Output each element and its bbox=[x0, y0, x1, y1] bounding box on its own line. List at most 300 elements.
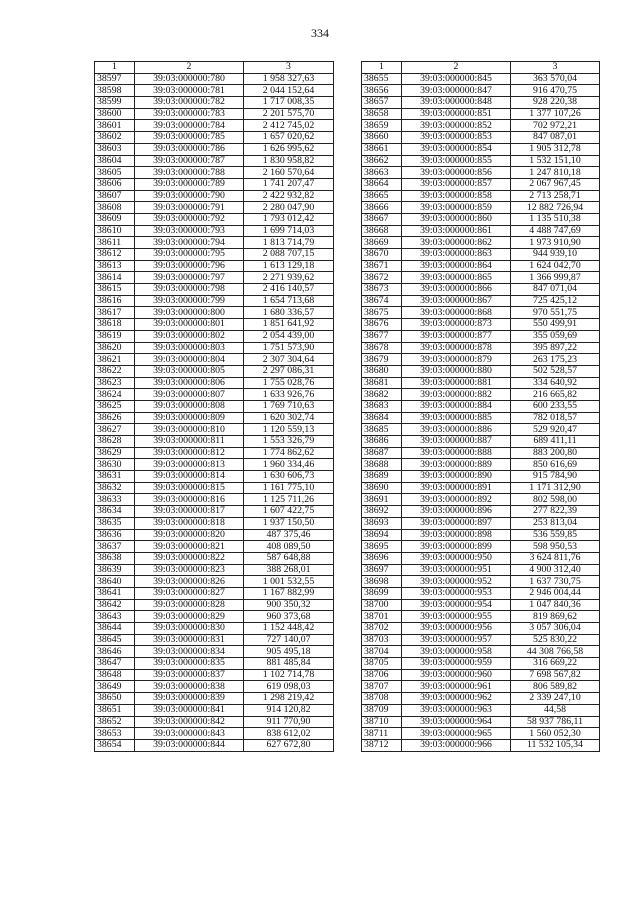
cadastral-number-cell: 39:03:000000:835 bbox=[135, 658, 244, 670]
row-number-cell: 38682 bbox=[362, 389, 402, 401]
row-number-cell: 38712 bbox=[362, 739, 402, 751]
cadastral-number-cell: 39:03:000000:831 bbox=[135, 634, 244, 646]
table-row bbox=[95, 552, 334, 564]
cadastral-number-cell: 39:03:000000:834 bbox=[135, 646, 244, 658]
value-cell: 334 640,92 bbox=[511, 377, 600, 389]
row-number-cell: 38653 bbox=[95, 728, 135, 740]
table-row bbox=[95, 155, 334, 167]
table-row bbox=[95, 459, 334, 471]
value-cell: 355 059,69 bbox=[511, 330, 600, 342]
row-number-cell: 38651 bbox=[95, 704, 135, 716]
cadastral-number-cell: 39:03:000000:886 bbox=[402, 424, 511, 436]
table-row bbox=[95, 471, 334, 483]
table-row bbox=[362, 506, 600, 518]
cadastral-number-cell: 39:03:000000:810 bbox=[135, 424, 244, 436]
value-cell: 1 247 810,18 bbox=[511, 167, 600, 179]
value-cell: 263 175,23 bbox=[511, 354, 600, 366]
cadastral-number-cell: 39:03:000000:889 bbox=[402, 459, 511, 471]
row-number-cell: 38650 bbox=[95, 693, 135, 705]
value-cell: 2 412 745,02 bbox=[244, 120, 334, 132]
value-cell: 960 373,68 bbox=[244, 611, 334, 623]
value-cell: 2 307 304,64 bbox=[244, 354, 334, 366]
value-cell: 12 882 726,94 bbox=[511, 202, 600, 214]
row-number-cell: 38699 bbox=[362, 587, 402, 599]
row-number-cell: 38645 bbox=[95, 634, 135, 646]
table-row bbox=[362, 190, 600, 202]
value-cell: 1 607 422,75 bbox=[244, 506, 334, 518]
cadastral-number-cell: 39:03:000000:861 bbox=[402, 225, 511, 237]
row-number-cell: 38607 bbox=[95, 190, 135, 202]
cadastral-number-cell: 39:03:000000:799 bbox=[135, 295, 244, 307]
row-number-cell: 38600 bbox=[95, 108, 135, 120]
cadastral-number-cell: 39:03:000000:848 bbox=[402, 97, 511, 109]
value-cell: 1 001 532,55 bbox=[244, 576, 334, 588]
table-row bbox=[95, 517, 334, 529]
value-cell: 4 488 747,69 bbox=[511, 225, 600, 237]
row-number-cell: 38679 bbox=[362, 354, 402, 366]
row-number-cell: 38616 bbox=[95, 295, 135, 307]
table-row bbox=[362, 319, 600, 331]
table-row bbox=[362, 623, 600, 635]
value-cell: 216 665,82 bbox=[511, 389, 600, 401]
row-number-cell: 38635 bbox=[95, 517, 135, 529]
value-cell: 1 769 710,63 bbox=[244, 400, 334, 412]
table-row bbox=[362, 143, 600, 155]
value-cell: 1 553 326,79 bbox=[244, 436, 334, 448]
value-cell: 1 755 028,76 bbox=[244, 377, 334, 389]
cadastral-number-cell: 39:03:000000:891 bbox=[402, 482, 511, 494]
table-row bbox=[362, 73, 600, 85]
row-number-cell: 38614 bbox=[95, 272, 135, 284]
row-number-cell: 38620 bbox=[95, 342, 135, 354]
table-row bbox=[95, 377, 334, 389]
value-cell: 2 339 247,10 bbox=[511, 693, 600, 705]
value-cell: 44 308 766,58 bbox=[511, 646, 600, 658]
cadastral-number-cell: 39:03:000000:820 bbox=[135, 529, 244, 541]
value-cell: 914 120,82 bbox=[244, 704, 334, 716]
cadastral-number-cell: 39:03:000000:780 bbox=[135, 73, 244, 85]
table-row bbox=[95, 658, 334, 670]
table-row bbox=[362, 529, 600, 541]
table-row bbox=[362, 658, 600, 670]
row-number-cell: 38666 bbox=[362, 202, 402, 214]
row-number-cell: 38664 bbox=[362, 178, 402, 190]
row-number-cell: 38608 bbox=[95, 202, 135, 214]
cadastral-number-cell: 39:03:000000:851 bbox=[402, 108, 511, 120]
value-cell: 408 089,50 bbox=[244, 541, 334, 553]
cadastral-number-cell: 39:03:000000:805 bbox=[135, 365, 244, 377]
row-number-cell: 38701 bbox=[362, 611, 402, 623]
row-number-cell: 38694 bbox=[362, 529, 402, 541]
table-row bbox=[362, 412, 600, 424]
cadastral-number-cell: 39:03:000000:863 bbox=[402, 249, 511, 261]
table-row bbox=[95, 108, 334, 120]
table-row bbox=[362, 249, 600, 261]
cadastral-number-cell: 39:03:000000:783 bbox=[135, 108, 244, 120]
row-number-cell: 38603 bbox=[95, 143, 135, 155]
table-row bbox=[95, 681, 334, 693]
value-cell: 727 140,07 bbox=[244, 634, 334, 646]
cadastral-number-cell: 39:03:000000:966 bbox=[402, 739, 511, 751]
cadastral-number-cell: 39:03:000000:882 bbox=[402, 389, 511, 401]
table-row bbox=[95, 307, 334, 319]
table-row bbox=[95, 354, 334, 366]
cadastral-number-cell: 39:03:000000:795 bbox=[135, 249, 244, 261]
table-row bbox=[362, 728, 600, 740]
row-number-cell: 38627 bbox=[95, 424, 135, 436]
table-row bbox=[95, 611, 334, 623]
table-row bbox=[362, 155, 600, 167]
cadastral-number-cell: 39:03:000000:877 bbox=[402, 330, 511, 342]
value-cell: 1 637 730,75 bbox=[511, 576, 600, 588]
table-row bbox=[95, 400, 334, 412]
cadastral-number-cell: 39:03:000000:956 bbox=[402, 623, 511, 635]
table-row bbox=[362, 646, 600, 658]
cadastral-number-cell: 39:03:000000:897 bbox=[402, 517, 511, 529]
row-number-cell: 38636 bbox=[95, 529, 135, 541]
value-cell: 363 570,04 bbox=[511, 73, 600, 85]
table-row bbox=[95, 506, 334, 518]
row-number-cell: 38659 bbox=[362, 120, 402, 132]
row-number-cell: 38661 bbox=[362, 143, 402, 155]
row-number-cell: 38707 bbox=[362, 681, 402, 693]
row-number-cell: 38667 bbox=[362, 213, 402, 225]
cadastral-number-cell: 39:03:000000:838 bbox=[135, 681, 244, 693]
table-row bbox=[362, 389, 600, 401]
table-row bbox=[95, 529, 334, 541]
cadastral-number-cell: 39:03:000000:868 bbox=[402, 307, 511, 319]
cadastral-number-cell: 39:03:000000:826 bbox=[135, 576, 244, 588]
cadastral-number-cell: 39:03:000000:813 bbox=[135, 459, 244, 471]
table-header-row bbox=[362, 62, 600, 74]
cadastral-number-cell: 39:03:000000:958 bbox=[402, 646, 511, 658]
table-row bbox=[362, 681, 600, 693]
cadastral-number-cell: 39:03:000000:807 bbox=[135, 389, 244, 401]
row-number-cell: 38684 bbox=[362, 412, 402, 424]
value-cell: 627 672,80 bbox=[244, 739, 334, 751]
value-cell: 1 793 012,42 bbox=[244, 213, 334, 225]
row-number-cell: 38638 bbox=[95, 552, 135, 564]
table-row bbox=[362, 260, 600, 272]
value-cell: 550 499,91 bbox=[511, 319, 600, 331]
cadastral-number-cell: 39:03:000000:892 bbox=[402, 494, 511, 506]
cadastral-number-cell: 39:03:000000:800 bbox=[135, 307, 244, 319]
value-cell: 4 900 312,40 bbox=[511, 564, 600, 576]
cadastral-number-cell: 39:03:000000:954 bbox=[402, 599, 511, 611]
row-number-cell: 38673 bbox=[362, 284, 402, 296]
row-number-cell: 38691 bbox=[362, 494, 402, 506]
value-cell: 850 616,69 bbox=[511, 459, 600, 471]
value-cell: 2 280 047,90 bbox=[244, 202, 334, 214]
row-number-cell: 38626 bbox=[95, 412, 135, 424]
table-row bbox=[95, 178, 334, 190]
row-number-cell: 38660 bbox=[362, 132, 402, 144]
value-cell: 689 411,11 bbox=[511, 436, 600, 448]
table-row bbox=[95, 260, 334, 272]
value-cell: 847 071,04 bbox=[511, 284, 600, 296]
row-number-cell: 38618 bbox=[95, 319, 135, 331]
cadastral-number-cell: 39:03:000000:798 bbox=[135, 284, 244, 296]
value-cell: 2 067 967,45 bbox=[511, 178, 600, 190]
cadastral-number-cell: 39:03:000000:823 bbox=[135, 564, 244, 576]
cadastral-number-cell: 39:03:000000:960 bbox=[402, 669, 511, 681]
value-cell: 1 960 334,46 bbox=[244, 459, 334, 471]
value-cell: 916 470,75 bbox=[511, 85, 600, 97]
cadastral-number-cell: 39:03:000000:829 bbox=[135, 611, 244, 623]
row-number-cell: 38687 bbox=[362, 447, 402, 459]
row-number-cell: 38610 bbox=[95, 225, 135, 237]
row-number-cell: 38601 bbox=[95, 120, 135, 132]
row-number-cell: 38628 bbox=[95, 436, 135, 448]
row-number-cell: 38598 bbox=[95, 85, 135, 97]
cadastral-number-cell: 39:03:000000:792 bbox=[135, 213, 244, 225]
cadastral-number-cell: 39:03:000000:957 bbox=[402, 634, 511, 646]
row-number-cell: 38662 bbox=[362, 155, 402, 167]
table-row bbox=[362, 424, 600, 436]
row-number-cell: 38668 bbox=[362, 225, 402, 237]
row-number-cell: 38710 bbox=[362, 716, 402, 728]
value-cell: 1 152 448,42 bbox=[244, 623, 334, 635]
value-cell: 3 624 811,76 bbox=[511, 552, 600, 564]
cadastral-number-cell: 39:03:000000:855 bbox=[402, 155, 511, 167]
table-row bbox=[362, 494, 600, 506]
table-row bbox=[362, 85, 600, 97]
value-cell: 1 613 129,18 bbox=[244, 260, 334, 272]
row-number-cell: 38665 bbox=[362, 190, 402, 202]
table-row bbox=[362, 295, 600, 307]
cadastral-number-cell: 39:03:000000:821 bbox=[135, 541, 244, 553]
cadastral-number-cell: 39:03:000000:789 bbox=[135, 178, 244, 190]
table-row bbox=[362, 436, 600, 448]
table-row bbox=[362, 377, 600, 389]
table-row bbox=[362, 634, 600, 646]
row-number-cell: 38615 bbox=[95, 284, 135, 296]
table-row bbox=[362, 716, 600, 728]
row-number-cell: 38704 bbox=[362, 646, 402, 658]
value-cell: 1 626 995,62 bbox=[244, 143, 334, 155]
table-row bbox=[362, 132, 600, 144]
row-number-cell: 38686 bbox=[362, 436, 402, 448]
row-number-cell: 38630 bbox=[95, 459, 135, 471]
row-number-cell: 38604 bbox=[95, 155, 135, 167]
table-row bbox=[362, 237, 600, 249]
cadastral-number-cell: 39:03:000000:899 bbox=[402, 541, 511, 553]
table-row bbox=[95, 120, 334, 132]
value-cell: 881 485,84 bbox=[244, 658, 334, 670]
cadastral-number-cell: 39:03:000000:953 bbox=[402, 587, 511, 599]
table-row bbox=[362, 213, 600, 225]
table-row bbox=[95, 739, 334, 751]
row-number-cell: 38631 bbox=[95, 471, 135, 483]
value-cell: 2 713 258,71 bbox=[511, 190, 600, 202]
row-number-cell: 38663 bbox=[362, 167, 402, 179]
table-row bbox=[362, 330, 600, 342]
table-row bbox=[95, 587, 334, 599]
table-row bbox=[95, 389, 334, 401]
table-row bbox=[362, 564, 600, 576]
row-number-cell: 38646 bbox=[95, 646, 135, 658]
table-row bbox=[95, 167, 334, 179]
value-cell: 1 377 107,26 bbox=[511, 108, 600, 120]
table-row bbox=[95, 143, 334, 155]
value-cell: 1 047 840,36 bbox=[511, 599, 600, 611]
value-cell: 2 297 086,31 bbox=[244, 365, 334, 377]
value-cell: 2 422 932,82 bbox=[244, 190, 334, 202]
cadastral-number-cell: 39:03:000000:854 bbox=[402, 143, 511, 155]
value-cell: 911 770,90 bbox=[244, 716, 334, 728]
cadastral-number-cell: 39:03:000000:884 bbox=[402, 400, 511, 412]
cadastral-number-cell: 39:03:000000:822 bbox=[135, 552, 244, 564]
table-row bbox=[95, 623, 334, 635]
table-row bbox=[362, 354, 600, 366]
table-row bbox=[95, 202, 334, 214]
table-row bbox=[362, 400, 600, 412]
cadastral-number-cell: 39:03:000000:806 bbox=[135, 377, 244, 389]
value-cell: 883 200,80 bbox=[511, 447, 600, 459]
row-number-cell: 38688 bbox=[362, 459, 402, 471]
value-cell: 600 233,55 bbox=[511, 400, 600, 412]
value-cell: 2 160 570,64 bbox=[244, 167, 334, 179]
row-number-cell: 38655 bbox=[362, 73, 402, 85]
table-row bbox=[362, 307, 600, 319]
cadastral-number-cell: 39:03:000000:950 bbox=[402, 552, 511, 564]
cadastral-number-cell: 39:03:000000:817 bbox=[135, 506, 244, 518]
row-number-cell: 38692 bbox=[362, 506, 402, 518]
cadastral-number-cell: 39:03:000000:812 bbox=[135, 447, 244, 459]
cadastral-number-cell: 39:03:000000:790 bbox=[135, 190, 244, 202]
row-number-cell: 38622 bbox=[95, 365, 135, 377]
value-cell: 1 905 312,78 bbox=[511, 143, 600, 155]
row-number-cell: 38695 bbox=[362, 541, 402, 553]
row-number-cell: 38696 bbox=[362, 552, 402, 564]
cadastral-number-cell: 39:03:000000:878 bbox=[402, 342, 511, 354]
cadastral-number-cell: 39:03:000000:853 bbox=[402, 132, 511, 144]
value-cell: 1 680 336,57 bbox=[244, 307, 334, 319]
table-row bbox=[95, 342, 334, 354]
row-number-cell: 38599 bbox=[95, 97, 135, 109]
row-number-cell: 38657 bbox=[362, 97, 402, 109]
cadastral-number-cell: 39:03:000000:782 bbox=[135, 97, 244, 109]
value-cell: 1 532 151,10 bbox=[511, 155, 600, 167]
table-header-row bbox=[95, 62, 334, 74]
table-row bbox=[95, 634, 334, 646]
row-number-cell: 38698 bbox=[362, 576, 402, 588]
table-row bbox=[95, 213, 334, 225]
table-row bbox=[95, 330, 334, 342]
cadastral-number-cell: 39:03:000000:830 bbox=[135, 623, 244, 635]
row-number-cell: 38621 bbox=[95, 354, 135, 366]
value-cell: 1 620 302,74 bbox=[244, 412, 334, 424]
value-cell: 1 830 958,82 bbox=[244, 155, 334, 167]
cadastral-number-cell: 39:03:000000:842 bbox=[135, 716, 244, 728]
row-number-cell: 38675 bbox=[362, 307, 402, 319]
cadastral-number-cell: 39:03:000000:865 bbox=[402, 272, 511, 284]
table-row bbox=[362, 120, 600, 132]
column-header-value: 3 bbox=[511, 62, 600, 74]
value-cell: 619 098,03 bbox=[244, 681, 334, 693]
table-row bbox=[95, 541, 334, 553]
table-body-right bbox=[362, 73, 600, 751]
value-cell: 838 612,02 bbox=[244, 728, 334, 740]
table-row bbox=[95, 716, 334, 728]
registry-table-right bbox=[361, 61, 600, 752]
cadastral-number-cell: 39:03:000000:809 bbox=[135, 412, 244, 424]
table-row bbox=[95, 85, 334, 97]
row-number-cell: 38623 bbox=[95, 377, 135, 389]
row-number-cell: 38649 bbox=[95, 681, 135, 693]
cadastral-number-cell: 39:03:000000:867 bbox=[402, 295, 511, 307]
column-header-cadastral: 2 bbox=[402, 62, 511, 74]
value-cell: 1 171 312,90 bbox=[511, 482, 600, 494]
row-number-cell: 38641 bbox=[95, 587, 135, 599]
row-number-cell: 38705 bbox=[362, 658, 402, 670]
value-cell: 525 830,22 bbox=[511, 634, 600, 646]
table-row bbox=[362, 365, 600, 377]
row-number-cell: 38633 bbox=[95, 494, 135, 506]
value-cell: 1 851 641,92 bbox=[244, 319, 334, 331]
value-cell: 2 416 140,57 bbox=[244, 284, 334, 296]
cadastral-number-cell: 39:03:000000:811 bbox=[135, 436, 244, 448]
cadastral-number-cell: 39:03:000000:787 bbox=[135, 155, 244, 167]
row-number-cell: 38685 bbox=[362, 424, 402, 436]
value-cell: 1 161 775,10 bbox=[244, 482, 334, 494]
row-number-cell: 38697 bbox=[362, 564, 402, 576]
row-number-cell: 38678 bbox=[362, 342, 402, 354]
row-number-cell: 38634 bbox=[95, 506, 135, 518]
cadastral-number-cell: 39:03:000000:844 bbox=[135, 739, 244, 751]
table-row bbox=[362, 541, 600, 553]
value-cell: 1 298 219,42 bbox=[244, 693, 334, 705]
table-row bbox=[95, 436, 334, 448]
table-row bbox=[95, 132, 334, 144]
table-row bbox=[362, 284, 600, 296]
cadastral-number-cell: 39:03:000000:803 bbox=[135, 342, 244, 354]
cadastral-number-cell: 39:03:000000:845 bbox=[402, 73, 511, 85]
cadastral-number-cell: 39:03:000000:856 bbox=[402, 167, 511, 179]
cadastral-number-cell: 39:03:000000:961 bbox=[402, 681, 511, 693]
table-row bbox=[362, 447, 600, 459]
value-cell: 1 958 327,63 bbox=[244, 73, 334, 85]
row-number-cell: 38632 bbox=[95, 482, 135, 494]
table-row bbox=[95, 494, 334, 506]
value-cell: 2 088 707,15 bbox=[244, 249, 334, 261]
value-cell: 502 528,57 bbox=[511, 365, 600, 377]
value-cell: 1 135 510,38 bbox=[511, 213, 600, 225]
cadastral-number-cell: 39:03:000000:839 bbox=[135, 693, 244, 705]
value-cell: 928 220,38 bbox=[511, 97, 600, 109]
table-row bbox=[95, 365, 334, 377]
cadastral-number-cell: 39:03:000000:866 bbox=[402, 284, 511, 296]
row-number-cell: 38605 bbox=[95, 167, 135, 179]
table-row bbox=[362, 471, 600, 483]
table-row bbox=[95, 564, 334, 576]
row-number-cell: 38693 bbox=[362, 517, 402, 529]
row-number-cell: 38683 bbox=[362, 400, 402, 412]
cadastral-number-cell: 39:03:000000:890 bbox=[402, 471, 511, 483]
value-cell: 702 972,21 bbox=[511, 120, 600, 132]
table-row bbox=[362, 576, 600, 588]
cadastral-number-cell: 39:03:000000:888 bbox=[402, 447, 511, 459]
value-cell: 598 950,53 bbox=[511, 541, 600, 553]
row-number-cell: 38706 bbox=[362, 669, 402, 681]
value-cell: 1 973 910,90 bbox=[511, 237, 600, 249]
cadastral-number-cell: 39:03:000000:963 bbox=[402, 704, 511, 716]
table-row bbox=[362, 611, 600, 623]
cadastral-number-cell: 39:03:000000:859 bbox=[402, 202, 511, 214]
value-cell: 905 495,18 bbox=[244, 646, 334, 658]
row-number-cell: 38652 bbox=[95, 716, 135, 728]
table-row bbox=[362, 587, 600, 599]
